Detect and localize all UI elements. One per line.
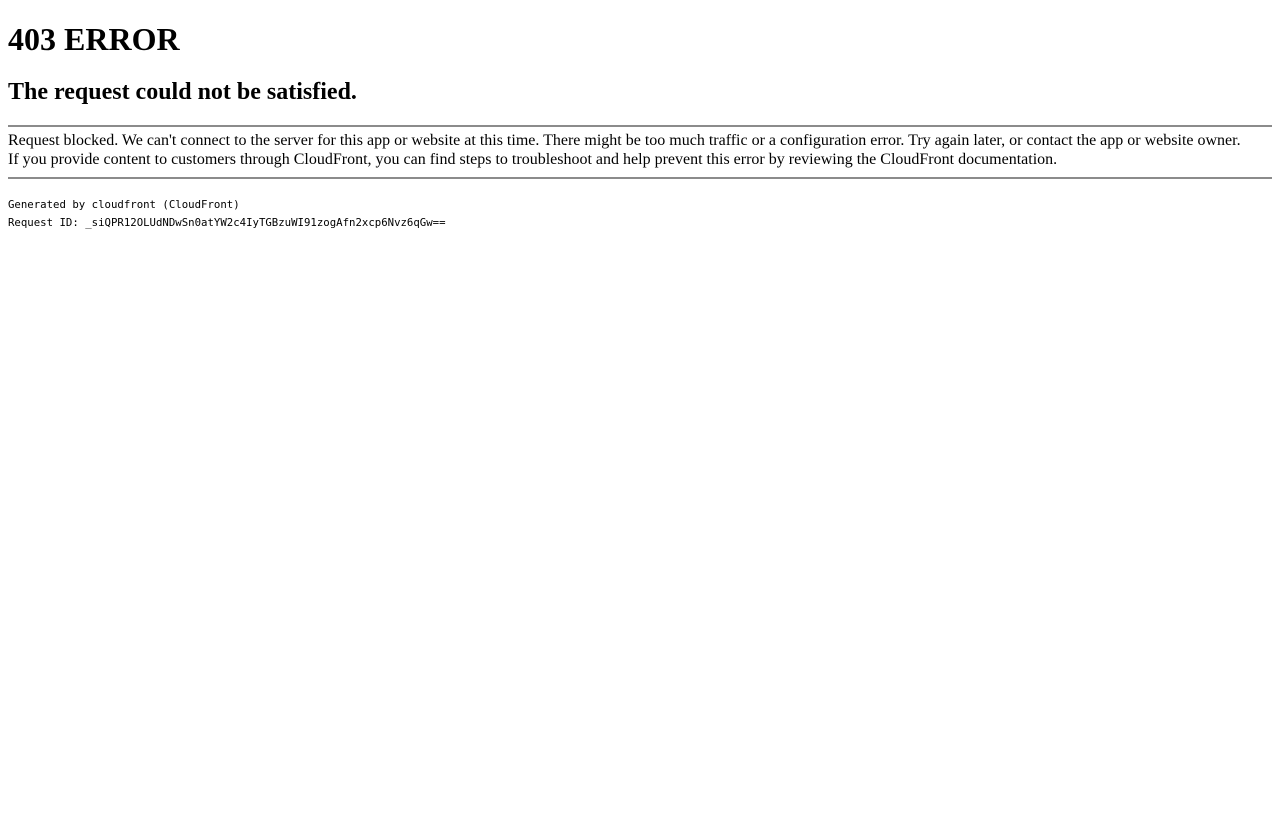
generated-info-block: [8, 196, 1272, 232]
generated-by-line: Generated by cloudfront (CloudFront): [8, 198, 240, 212]
page-title: 403 ERROR: [8, 21, 180, 57]
error-description: [8, 132, 1272, 169]
request-id-line: Request ID: _siQPR12OLUdNDwSn0atYW2c4IyTGBzuWI91zogAfn2xcp6Nvz6qGw==: [8, 216, 446, 230]
divider-top: [8, 125, 1272, 127]
error-subtitle: The request could not be satisfied.: [8, 78, 357, 105]
cloudfront-error-page: [8, 21, 1272, 232]
divider-bottom: [8, 177, 1272, 179]
error-message-line: Request blocked. We can't connect to the server for this app or website at this time. There might be too much traffic or a configuration error. Try again later, or contact the app or website owner.: [8, 132, 1241, 150]
error-help-line: If you provide content to customers through CloudFront, you can find steps to troubleshoot and help prevent this error by reviewing the CloudFront documentation.: [8, 150, 1058, 168]
